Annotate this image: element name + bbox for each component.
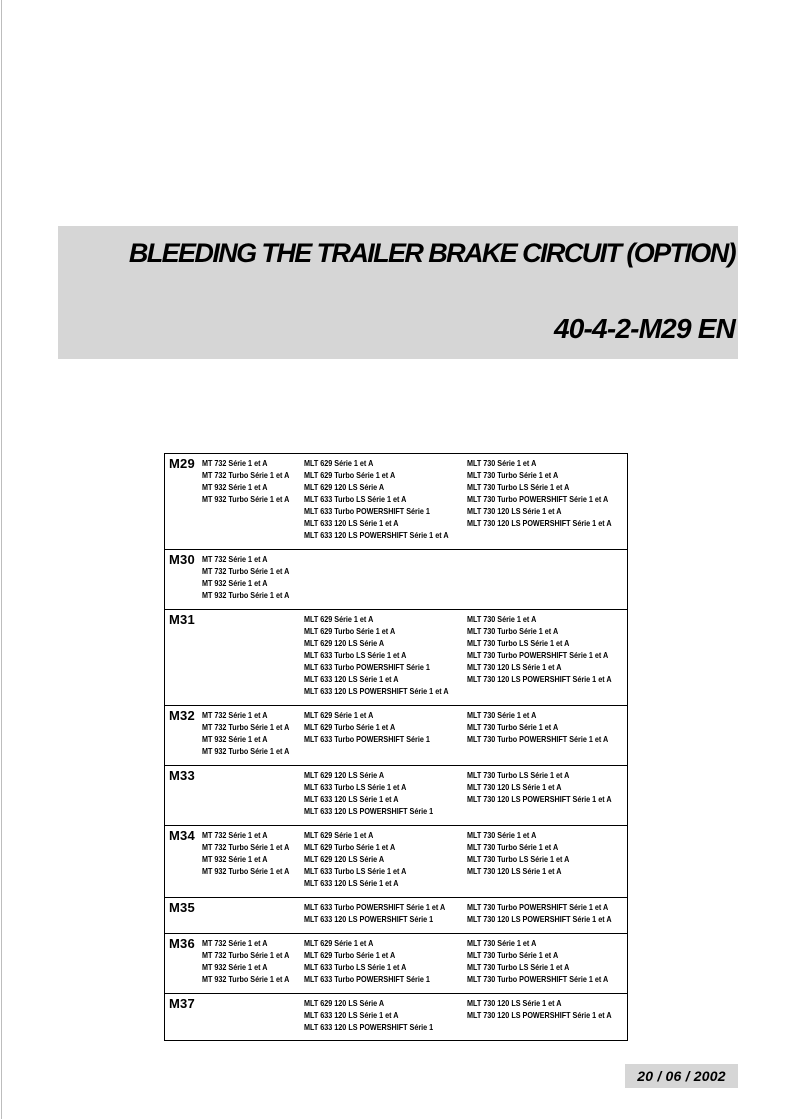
group-code: M36	[169, 936, 195, 951]
model-entry: MLT 730 Turbo Série 1 et A	[467, 627, 559, 636]
model-entry: MT 932 Série 1 et A	[202, 963, 268, 972]
model-entry: MT 732 Série 1 et A	[202, 459, 268, 468]
model-column-1	[202, 710, 301, 758]
model-entry: MT 932 Série 1 et A	[202, 735, 268, 744]
model-entry: MLT 629 Série 1 et A	[304, 831, 374, 840]
model-column-2	[304, 830, 420, 890]
model-column-3	[467, 938, 627, 986]
model-entry: MLT 633 120 LS Série 1 et A	[304, 879, 399, 888]
model-group-m31	[165, 609, 627, 705]
model-entry: MLT 629 Turbo Série 1 et A	[304, 951, 396, 960]
model-applicability-table	[164, 453, 628, 1041]
model-entry: MLT 730 Turbo LS Série 1 et A	[467, 771, 570, 780]
model-entry: MLT 633 120 LS Série 1 et A	[304, 675, 399, 684]
document-title: BLEEDING THE TRAILER BRAKE CIRCUIT (OPTION)	[128, 238, 735, 268]
model-entry: MLT 730 Turbo POWERSHIFT Série 1 et A	[467, 495, 609, 504]
model-group-m29	[165, 454, 627, 549]
model-entry: MT 732 Série 1 et A	[202, 555, 268, 564]
model-entry: MLT 730 Turbo Série 1 et A	[467, 951, 559, 960]
group-code: M31	[169, 612, 195, 627]
group-code: M35	[169, 900, 195, 915]
model-entry: MT 732 Turbo Série 1 et A	[202, 723, 290, 732]
model-entry: MLT 730 120 LS Série 1 et A	[467, 663, 562, 672]
model-column-3	[467, 710, 627, 746]
model-column-1	[202, 938, 301, 986]
model-entry: MLT 730 120 LS POWERSHIFT Série 1 et A	[467, 1011, 612, 1020]
model-entry: MLT 633 Turbo POWERSHIFT Série 1	[304, 975, 430, 984]
model-entry: MT 932 Turbo Série 1 et A	[202, 591, 290, 600]
model-entry: MLT 730 Turbo LS Série 1 et A	[467, 639, 570, 648]
model-entry: MLT 730 Turbo POWERSHIFT Série 1 et A	[467, 903, 609, 912]
model-entry: MLT 633 Turbo LS Série 1 et A	[304, 963, 407, 972]
model-entry: MLT 633 120 LS POWERSHIFT Série 1 et A	[304, 687, 449, 696]
model-entry: MLT 633 120 LS POWERSHIFT Série 1	[304, 807, 434, 816]
model-entry: MLT 730 Turbo POWERSHIFT Série 1 et A	[467, 651, 609, 660]
model-entry: MLT 730 Série 1 et A	[467, 831, 537, 840]
model-entry: MLT 730 Turbo LS Série 1 et A	[467, 963, 570, 972]
model-entry: MT 932 Turbo Série 1 et A	[202, 867, 290, 876]
model-entry: MT 732 Série 1 et A	[202, 939, 268, 948]
model-entry: MLT 629 Série 1 et A	[304, 615, 374, 624]
model-entry: MT 932 Turbo Série 1 et A	[202, 495, 290, 504]
model-column-3	[467, 458, 631, 530]
model-entry: MLT 730 Turbo Série 1 et A	[467, 843, 559, 852]
model-entry: MLT 629 Turbo Série 1 et A	[304, 627, 396, 636]
model-entry: MLT 629 120 LS Série A	[304, 771, 385, 780]
model-entry: MT 932 Série 1 et A	[202, 483, 268, 492]
model-entry: MLT 633 Turbo POWERSHIFT Série 1	[304, 735, 430, 744]
model-entry: MLT 730 Série 1 et A	[467, 615, 537, 624]
model-entry: MLT 730 Série 1 et A	[467, 711, 537, 720]
model-entry: MLT 730 120 LS Série 1 et A	[467, 999, 562, 1008]
model-entry: MLT 629 Série 1 et A	[304, 459, 374, 468]
model-entry: MLT 629 120 LS Série A	[304, 639, 385, 648]
group-code: M32	[169, 708, 195, 723]
model-entry: MLT 633 Turbo LS Série 1 et A	[304, 783, 407, 792]
model-column-1	[202, 830, 301, 878]
model-column-3	[467, 770, 631, 806]
model-entry: MLT 633 Turbo POWERSHIFT Série 1	[304, 663, 430, 672]
model-column-3	[467, 614, 631, 686]
model-entry: MLT 730 120 LS POWERSHIFT Série 1 et A	[467, 519, 612, 528]
header-band	[58, 226, 738, 359]
group-code: M33	[169, 768, 195, 783]
publication-date: 20 / 06 / 2002	[625, 1064, 738, 1088]
model-entry: MLT 629 Turbo Série 1 et A	[304, 843, 396, 852]
model-entry: MT 732 Série 1 et A	[202, 711, 268, 720]
model-column-2	[304, 614, 468, 698]
document-code: 40-4-2-M29 EN	[553, 313, 735, 344]
model-entry: MLT 633 120 LS Série 1 et A	[304, 1011, 399, 1020]
model-column-3	[467, 830, 583, 878]
model-entry: MT 932 Série 1 et A	[202, 855, 268, 864]
model-entry: MT 932 Turbo Série 1 et A	[202, 747, 290, 756]
model-entry: MLT 629 Turbo Série 1 et A	[304, 471, 396, 480]
model-entry: MLT 730 120 LS POWERSHIFT Série 1 et A	[467, 915, 612, 924]
model-entry: MLT 629 Série 1 et A	[304, 711, 374, 720]
model-group-m34	[165, 825, 627, 897]
model-entry: MLT 629 Série 1 et A	[304, 939, 374, 948]
model-entry: MLT 730 120 LS POWERSHIFT Série 1 et A	[467, 675, 612, 684]
model-group-m30	[165, 549, 627, 609]
model-group-m32	[165, 705, 627, 765]
model-column-2	[304, 458, 468, 542]
model-entry: MT 732 Turbo Série 1 et A	[202, 951, 290, 960]
model-entry: MLT 629 120 LS Série A	[304, 999, 385, 1008]
model-entry: MLT 633 120 LS Série 1 et A	[304, 795, 399, 804]
model-entry: MLT 730 Série 1 et A	[467, 939, 537, 948]
model-column-3	[467, 998, 631, 1022]
model-column-3	[467, 902, 631, 926]
model-entry: MT 732 Turbo Série 1 et A	[202, 843, 290, 852]
model-entry: MT 932 Série 1 et A	[202, 579, 268, 588]
model-column-2	[304, 710, 447, 746]
group-code: M37	[169, 996, 195, 1011]
model-entry: MLT 730 Turbo POWERSHIFT Série 1 et A	[467, 735, 609, 744]
model-entry: MLT 730 Turbo Série 1 et A	[467, 471, 559, 480]
model-entry: MT 932 Turbo Série 1 et A	[202, 975, 290, 984]
group-code: M30	[169, 552, 195, 567]
model-group-m36	[165, 933, 627, 993]
group-code: M29	[169, 456, 195, 471]
model-entry: MLT 730 120 LS Série 1 et A	[467, 783, 562, 792]
model-entry: MT 732 Série 1 et A	[202, 831, 268, 840]
model-entry: MLT 730 Turbo POWERSHIFT Série 1 et A	[467, 975, 609, 984]
model-column-1	[202, 458, 301, 506]
model-entry: MLT 633 Turbo POWERSHIFT Série 1	[304, 507, 430, 516]
model-entry: MLT 730 Turbo LS Série 1 et A	[467, 855, 570, 864]
model-group-m35	[165, 897, 627, 933]
model-entry: MLT 730 120 LS POWERSHIFT Série 1 et A	[467, 795, 612, 804]
model-column-2	[304, 770, 451, 818]
model-entry: MLT 633 Turbo POWERSHIFT Série 1 et A	[304, 903, 446, 912]
model-entry: MLT 633 Turbo LS Série 1 et A	[304, 495, 407, 504]
model-group-m33	[165, 765, 627, 825]
model-column-2	[304, 938, 447, 986]
model-entry: MLT 730 120 LS Série 1 et A	[467, 507, 562, 516]
model-entry: MLT 629 Turbo Série 1 et A	[304, 723, 396, 732]
model-entry: MLT 730 Série 1 et A	[467, 459, 537, 468]
group-code: M34	[169, 828, 195, 843]
model-column-2	[304, 902, 464, 926]
model-entry: MLT 730 Turbo LS Série 1 et A	[467, 483, 570, 492]
model-entry: MLT 633 120 LS POWERSHIFT Série 1	[304, 1023, 434, 1032]
model-entry: MLT 629 120 LS Série A	[304, 855, 385, 864]
model-entry: MLT 633 120 LS Série 1 et A	[304, 519, 399, 528]
model-column-1	[202, 554, 301, 602]
model-entry: MLT 633 120 LS POWERSHIFT Série 1	[304, 915, 434, 924]
model-entry: MLT 730 Turbo Série 1 et A	[467, 723, 559, 732]
model-entry: MT 732 Turbo Série 1 et A	[202, 567, 290, 576]
model-entry: MLT 633 120 LS POWERSHIFT Série 1 et A	[304, 531, 449, 540]
model-group-m37	[165, 993, 627, 1040]
model-column-2	[304, 998, 451, 1034]
model-entry: MLT 633 Turbo LS Série 1 et A	[304, 651, 407, 660]
model-entry: MT 732 Turbo Série 1 et A	[202, 471, 290, 480]
page-edge-rule	[1, 0, 2, 1119]
model-entry: MLT 633 Turbo LS Série 1 et A	[304, 867, 407, 876]
model-entry: MLT 730 120 LS Série 1 et A	[467, 867, 562, 876]
model-entry: MLT 629 120 LS Série A	[304, 483, 385, 492]
